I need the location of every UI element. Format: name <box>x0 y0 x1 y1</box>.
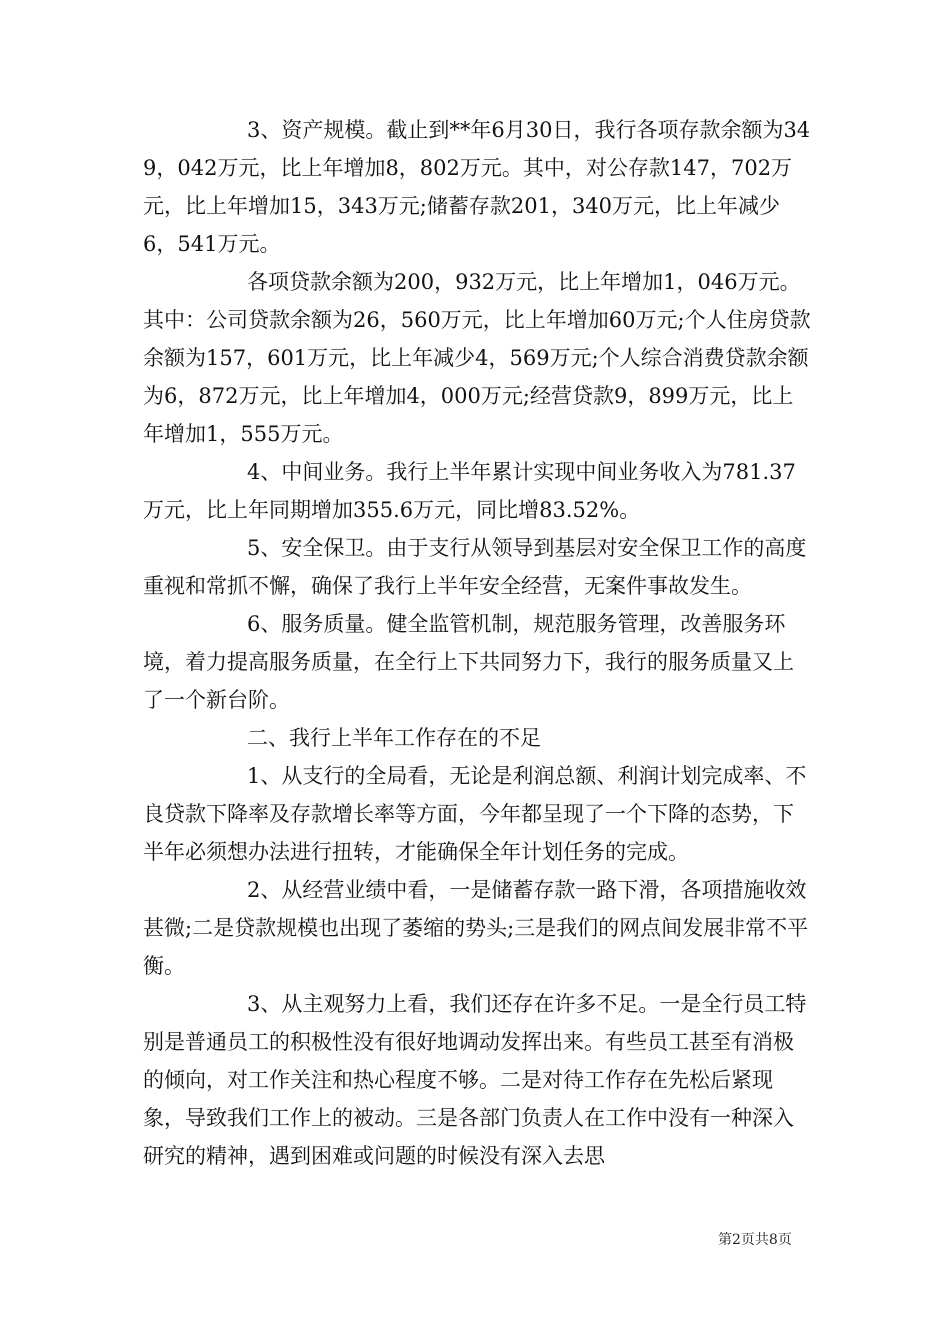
paragraph-security: 5、安全保卫。由于支行从领导到基层对安全保卫工作的高度重视和常抓不懈，确保了我行上半年安全经营，无案件事故发生。 <box>143 536 807 598</box>
paragraph-asset-scale: 3、资产规模。截止到**年6月30日，我行各项存款余额为349，042万元，比上年增加8，802万元。其中，对公存款147，702万元，比上年增加15，343万元;储蓄存款201，340万元，比上年减少6，541万元。 <box>143 118 811 256</box>
paragraph-service-quality: 6、服务质量。健全监管机制，规范服务管理，改善服务环境，着力提高服务质量，在全行上下共同努力下，我行的服务质量又上了一个新台阶。 <box>143 612 794 712</box>
page-number-footer: 第2页共8页 <box>718 1232 792 1248</box>
paragraph-subjective-effort: 3、从主观努力上看，我们还存在许多不足。一是全行员工特别是普通员工的积极性没有很好地调动发挥出来。有些员工甚至有消极的倾向，对工作关注和热心程度不够。二是对待工作存在先松后紧现象，导致我们工作上的被动。三是各部门负责人在工作中没有一种深入研究的精神，遇到困难或问题的时候没有深入去思 <box>143 992 807 1168</box>
paragraph-intermediary-business: 4、中间业务。我行上半年累计实现中间业务收入为781.37万元，比上年同期增加355.6万元，同比增83.52%。 <box>143 460 796 522</box>
paragraph-overall-view: 1、从支行的全局看，无论是利润总额、利润计划完成率、不良贷款下降率及存款增长率等方面，今年都呈现了一个下降的态势，下半年必须想办法进行扭转，才能确保全年计划任务的完成。 <box>143 764 807 864</box>
paragraph-loan-balance: 各项贷款余额为200，932万元，比上年增加1，046万元。其中：公司贷款余额为26，560万元，比上年增加60万元;个人住房贷款余额为157，601万元，比上年减少4，569万元;个人综合消费贷款余额为6，872万元，比上年增加4，000万元;经营贷款9，899万元，比上年增加1，555万元。 <box>143 270 811 446</box>
paragraph-business-performance: 2、从经营业绩中看，一是储蓄存款一路下滑，各项措施收效甚微;二是贷款规模也出现了萎缩的势头;三是我们的网点间发展非常不平衡。 <box>143 878 809 978</box>
document-body <box>143 111 813 1175</box>
section-heading-shortcomings: 二、我行上半年工作存在的不足 <box>247 726 541 750</box>
